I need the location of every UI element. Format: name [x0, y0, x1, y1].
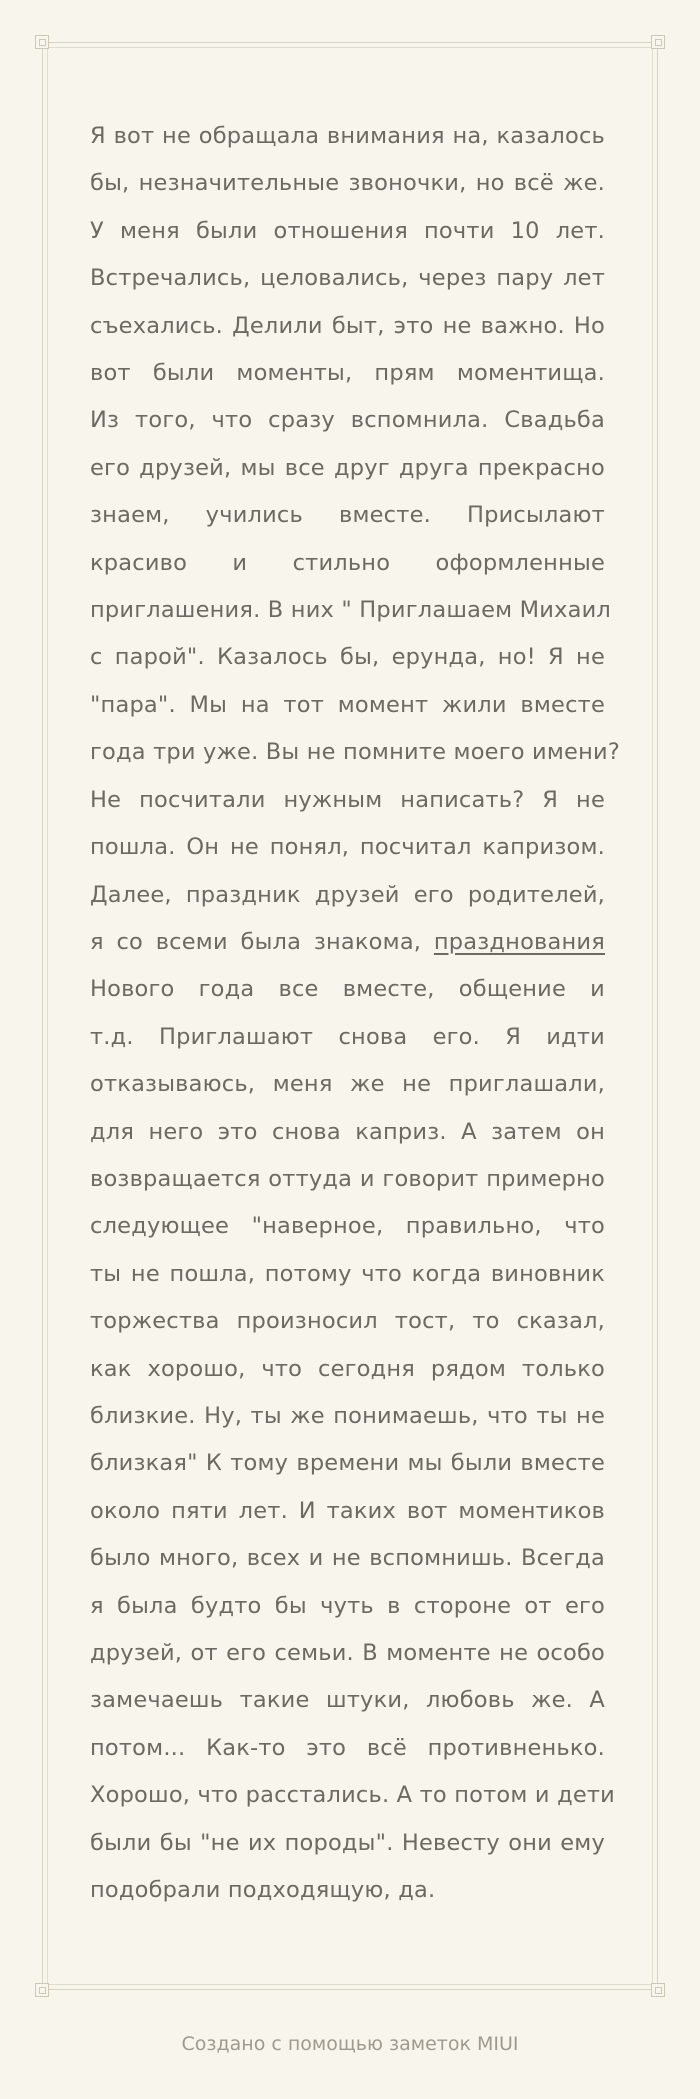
note-line: было много, всех и не вспомнишь. Всегда	[90, 1545, 605, 1572]
note-line: я была будто бы чуть в стороне от его	[90, 1592, 605, 1619]
note-line: "пара". Мы на тот момент жили вместе	[90, 691, 605, 718]
frame-corner-ornament-icon	[651, 1983, 665, 1997]
note-line: потом... Как-то это всё противненько.	[90, 1734, 605, 1761]
note-line: Хорошо, что расстались. А то потом и дети	[90, 1782, 615, 1809]
footer-credit: Создано с помощью заметок MIUI	[181, 2033, 519, 2055]
note-line: Встречались, целовались, через пару лет	[90, 265, 605, 292]
note-line: Далее, праздник друзей его родителей,	[90, 881, 605, 908]
note-line: следующее "наверное, правильно, что	[90, 1213, 605, 1240]
note-line: с парой". Казалось бы, ерунда, но! Я не	[90, 644, 605, 671]
note-line: Из того, что сразу вспомнила. Свадьба	[90, 407, 605, 434]
note-line: приглашения. В них " Приглашаем Михаил	[90, 597, 612, 624]
note-line: знаем, учились вместе. Присылают	[90, 502, 605, 529]
note-line: как хорошо, что сегодня рядом только	[90, 1355, 605, 1382]
note-line: его друзей, мы все друг друга прекрасно	[90, 454, 605, 481]
frame-corner-ornament-icon	[35, 1983, 49, 1997]
note-line: подобрали подходящую, да.	[90, 1877, 436, 1904]
note-line: Не посчитали нужным написать? Я не	[90, 786, 605, 813]
underlined-word: празднования	[433, 928, 605, 955]
note-line: для него это снова каприз. А затем он	[90, 1118, 605, 1145]
note-line: пошла. Он не понял, посчитал капризом.	[90, 834, 605, 861]
note-line: замечаешь такие штуки, любовь же. А	[90, 1687, 605, 1714]
frame-corner-ornament-icon	[35, 35, 49, 49]
note-body-text	[90, 113, 620, 1914]
note-line: т.д. Приглашают снова его. Я идти	[90, 1023, 605, 1050]
note-line: красиво и стильно оформленные	[90, 549, 605, 576]
note-line: отказываюсь, меня же не приглашали,	[90, 1071, 605, 1098]
note-line: торжества произносил тост, то сказал,	[90, 1308, 605, 1335]
note-line: возвращается оттуда и говорит примерно	[90, 1165, 605, 1192]
note-line-with-underline	[90, 919, 605, 966]
note-line: года три уже. Вы не помните моего имени?	[90, 739, 620, 766]
note-line: были бы "не их породы". Невесту они ему	[90, 1829, 605, 1856]
note-line-segment: я со всеми была знакома,	[90, 928, 422, 955]
frame-corner-ornament-icon	[651, 35, 665, 49]
note-line: близкая" К тому времени мы были вместе	[90, 1450, 605, 1477]
note-line: вот были моменты, прям моментища.	[90, 360, 605, 387]
note-line: У меня были отношения почти 10 лет.	[90, 217, 605, 244]
note-line: Нового года все вместе, общение и	[90, 976, 605, 1003]
note-line: съехались. Делили быт, это не важно. Но	[90, 312, 605, 339]
note-line: Я вот не обращала внимания на, казалось	[90, 123, 605, 149]
note-line: около пяти лет. И таких вот моментиков	[90, 1497, 605, 1524]
note-line: бы, незначительные звоночки, но всё же.	[90, 170, 605, 197]
note-line: ты не пошла, потому что когда виновник	[90, 1260, 605, 1287]
note-line: близкие. Ну, ты же понимаешь, что ты не	[90, 1402, 605, 1429]
note-line: друзей, от его семьи. В моменте не особо	[90, 1640, 605, 1666]
